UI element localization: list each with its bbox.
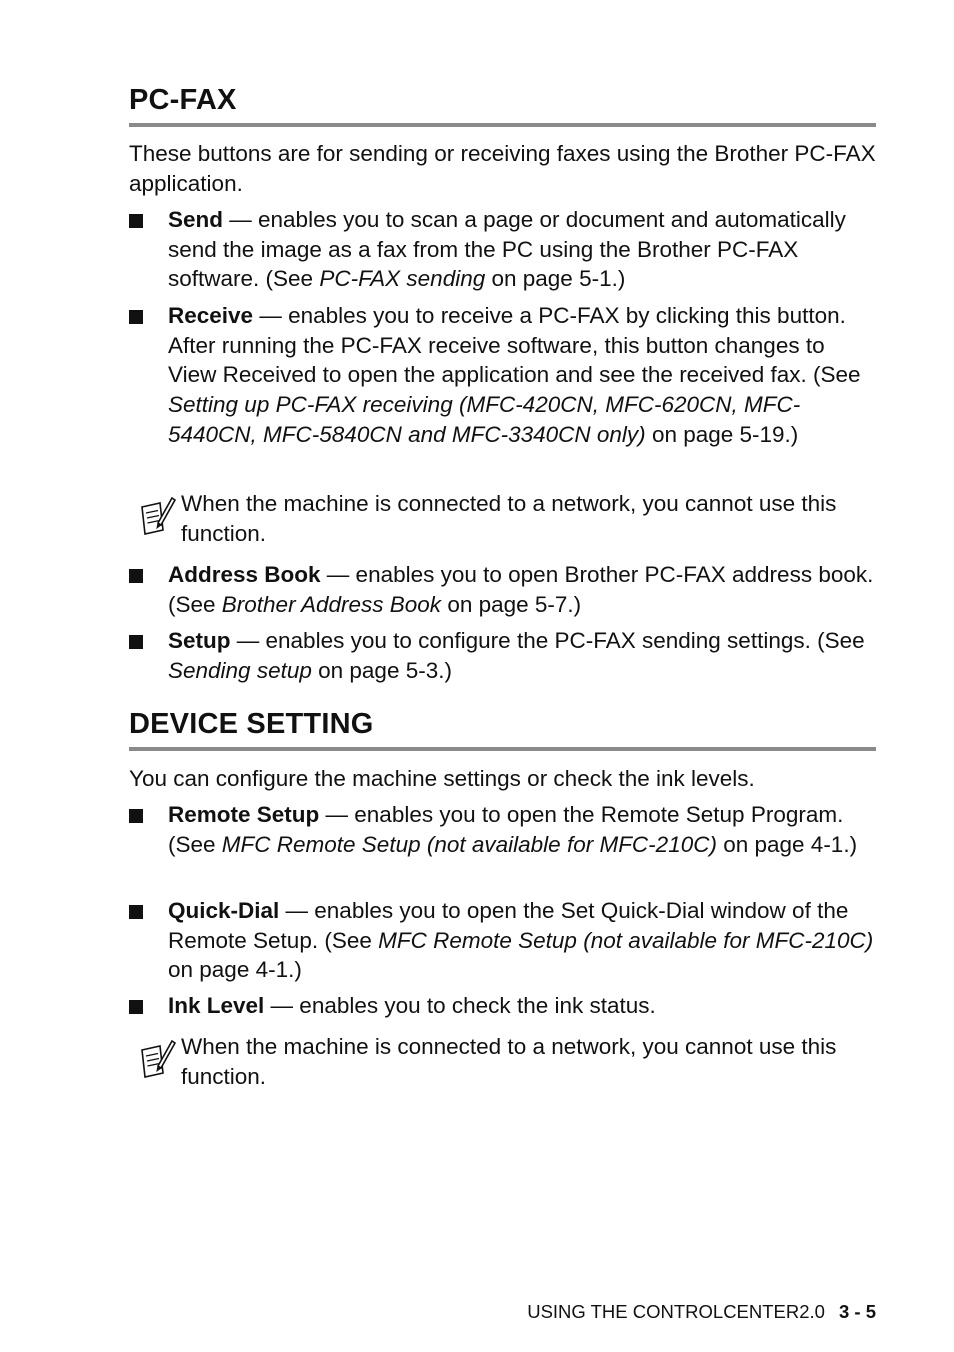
item-term: Address Book — [168, 562, 321, 587]
item-description: — enables you to open the Remote Setup Program. (See — [168, 802, 844, 857]
note-text: When the machine is connected to a network, you cannot use this function. — [181, 1034, 837, 1089]
item-page-ref: on page 5-3.) — [311, 657, 452, 683]
list-item-remote-setup — [129, 800, 876, 859]
item-reference: Setting up PC-FAX receiving (MFC-420CN, MFC-620CN, MFC-5440CN, MFC-5840CN and MFC-3340CN only) — [168, 392, 801, 447]
list-item-address-book — [129, 560, 876, 619]
item-term: Receive — [168, 303, 254, 328]
item-term: Quick-Dial — [168, 898, 280, 923]
section-intro-device-setting: You can configure the machine settings or check the ink levels. — [129, 766, 755, 791]
list-item-send — [129, 205, 876, 294]
item-reference: MFC Remote Setup (not available for MFC-210C) — [378, 927, 874, 953]
bullet-square-icon — [129, 809, 143, 823]
bullet-square-icon — [129, 905, 143, 919]
footer-page-number: 3 - 5 — [838, 1301, 876, 1322]
bullet-square-icon — [129, 1000, 143, 1014]
item-term: Send — [168, 207, 224, 232]
list-item-ink-level — [129, 991, 876, 1021]
item-page-ref: on page 5-19.) — [645, 421, 799, 447]
item-page-ref: on page 4-1.) — [716, 831, 858, 857]
item-page-ref: on page 5-7.) — [441, 591, 582, 617]
list-item-setup — [129, 626, 876, 685]
item-term: Ink Level — [168, 993, 265, 1018]
section-title-pcfax: PC-FAX — [129, 84, 237, 116]
note-box-device-setting — [129, 1032, 876, 1091]
item-reference: PC-FAX sending — [319, 266, 486, 292]
section-intro-pcfax: These buttons are for sending or receiving faxes using the Brother PC-FAX application. — [129, 141, 876, 196]
item-page-ref: on page 5-1.) — [485, 266, 626, 292]
section-title-device-setting: DEVICE SETTING — [129, 708, 374, 740]
note-box-pcfax — [129, 489, 876, 548]
list-item-receive — [129, 301, 876, 450]
list-item-quick-dial — [129, 896, 876, 985]
item-page-ref: on page 4-1.) — [168, 957, 302, 983]
page-footer — [527, 1300, 876, 1324]
note-text: When the machine is connected to a network, you cannot use this function. — [181, 491, 837, 546]
item-description: — enables you to open the Set Quick-Dial window of the Remote Setup. (See — [168, 898, 849, 953]
item-description: — enables you to configure the PC-FAX sending settings. (See — [230, 628, 865, 653]
note-pencil-icon — [136, 1036, 176, 1080]
item-term: Remote Setup — [168, 802, 320, 827]
bullet-square-icon — [129, 569, 143, 583]
note-pencil-icon — [136, 493, 176, 537]
item-reference: MFC Remote Setup (not available for MFC-210C) — [221, 831, 717, 857]
bullet-square-icon — [129, 310, 143, 324]
item-description: — enables you to check the ink status. — [264, 993, 656, 1018]
bullet-square-icon — [129, 635, 143, 649]
item-description: — enables you to receive a PC-FAX by clicking this button. After running the PC-FAX receive software, this button changes to View Received to open the application and see the received fax. (See — [168, 303, 861, 388]
section-rule — [129, 123, 876, 127]
item-reference: Sending setup — [168, 657, 312, 683]
bullet-square-icon — [129, 214, 143, 228]
item-reference: Brother Address Book — [221, 591, 442, 617]
item-term: Setup — [168, 628, 231, 653]
item-description: — enables you to open Brother PC-FAX address book. (See — [168, 562, 874, 617]
item-description: — enables you to scan a page or document and automatically send the image as a fax from the PC using the Brother PC-FAX software. (See — [168, 207, 846, 292]
footer-chapter-title: USING THE CONTROLCENTER2.0 — [527, 1301, 825, 1322]
section-rule — [129, 747, 876, 751]
